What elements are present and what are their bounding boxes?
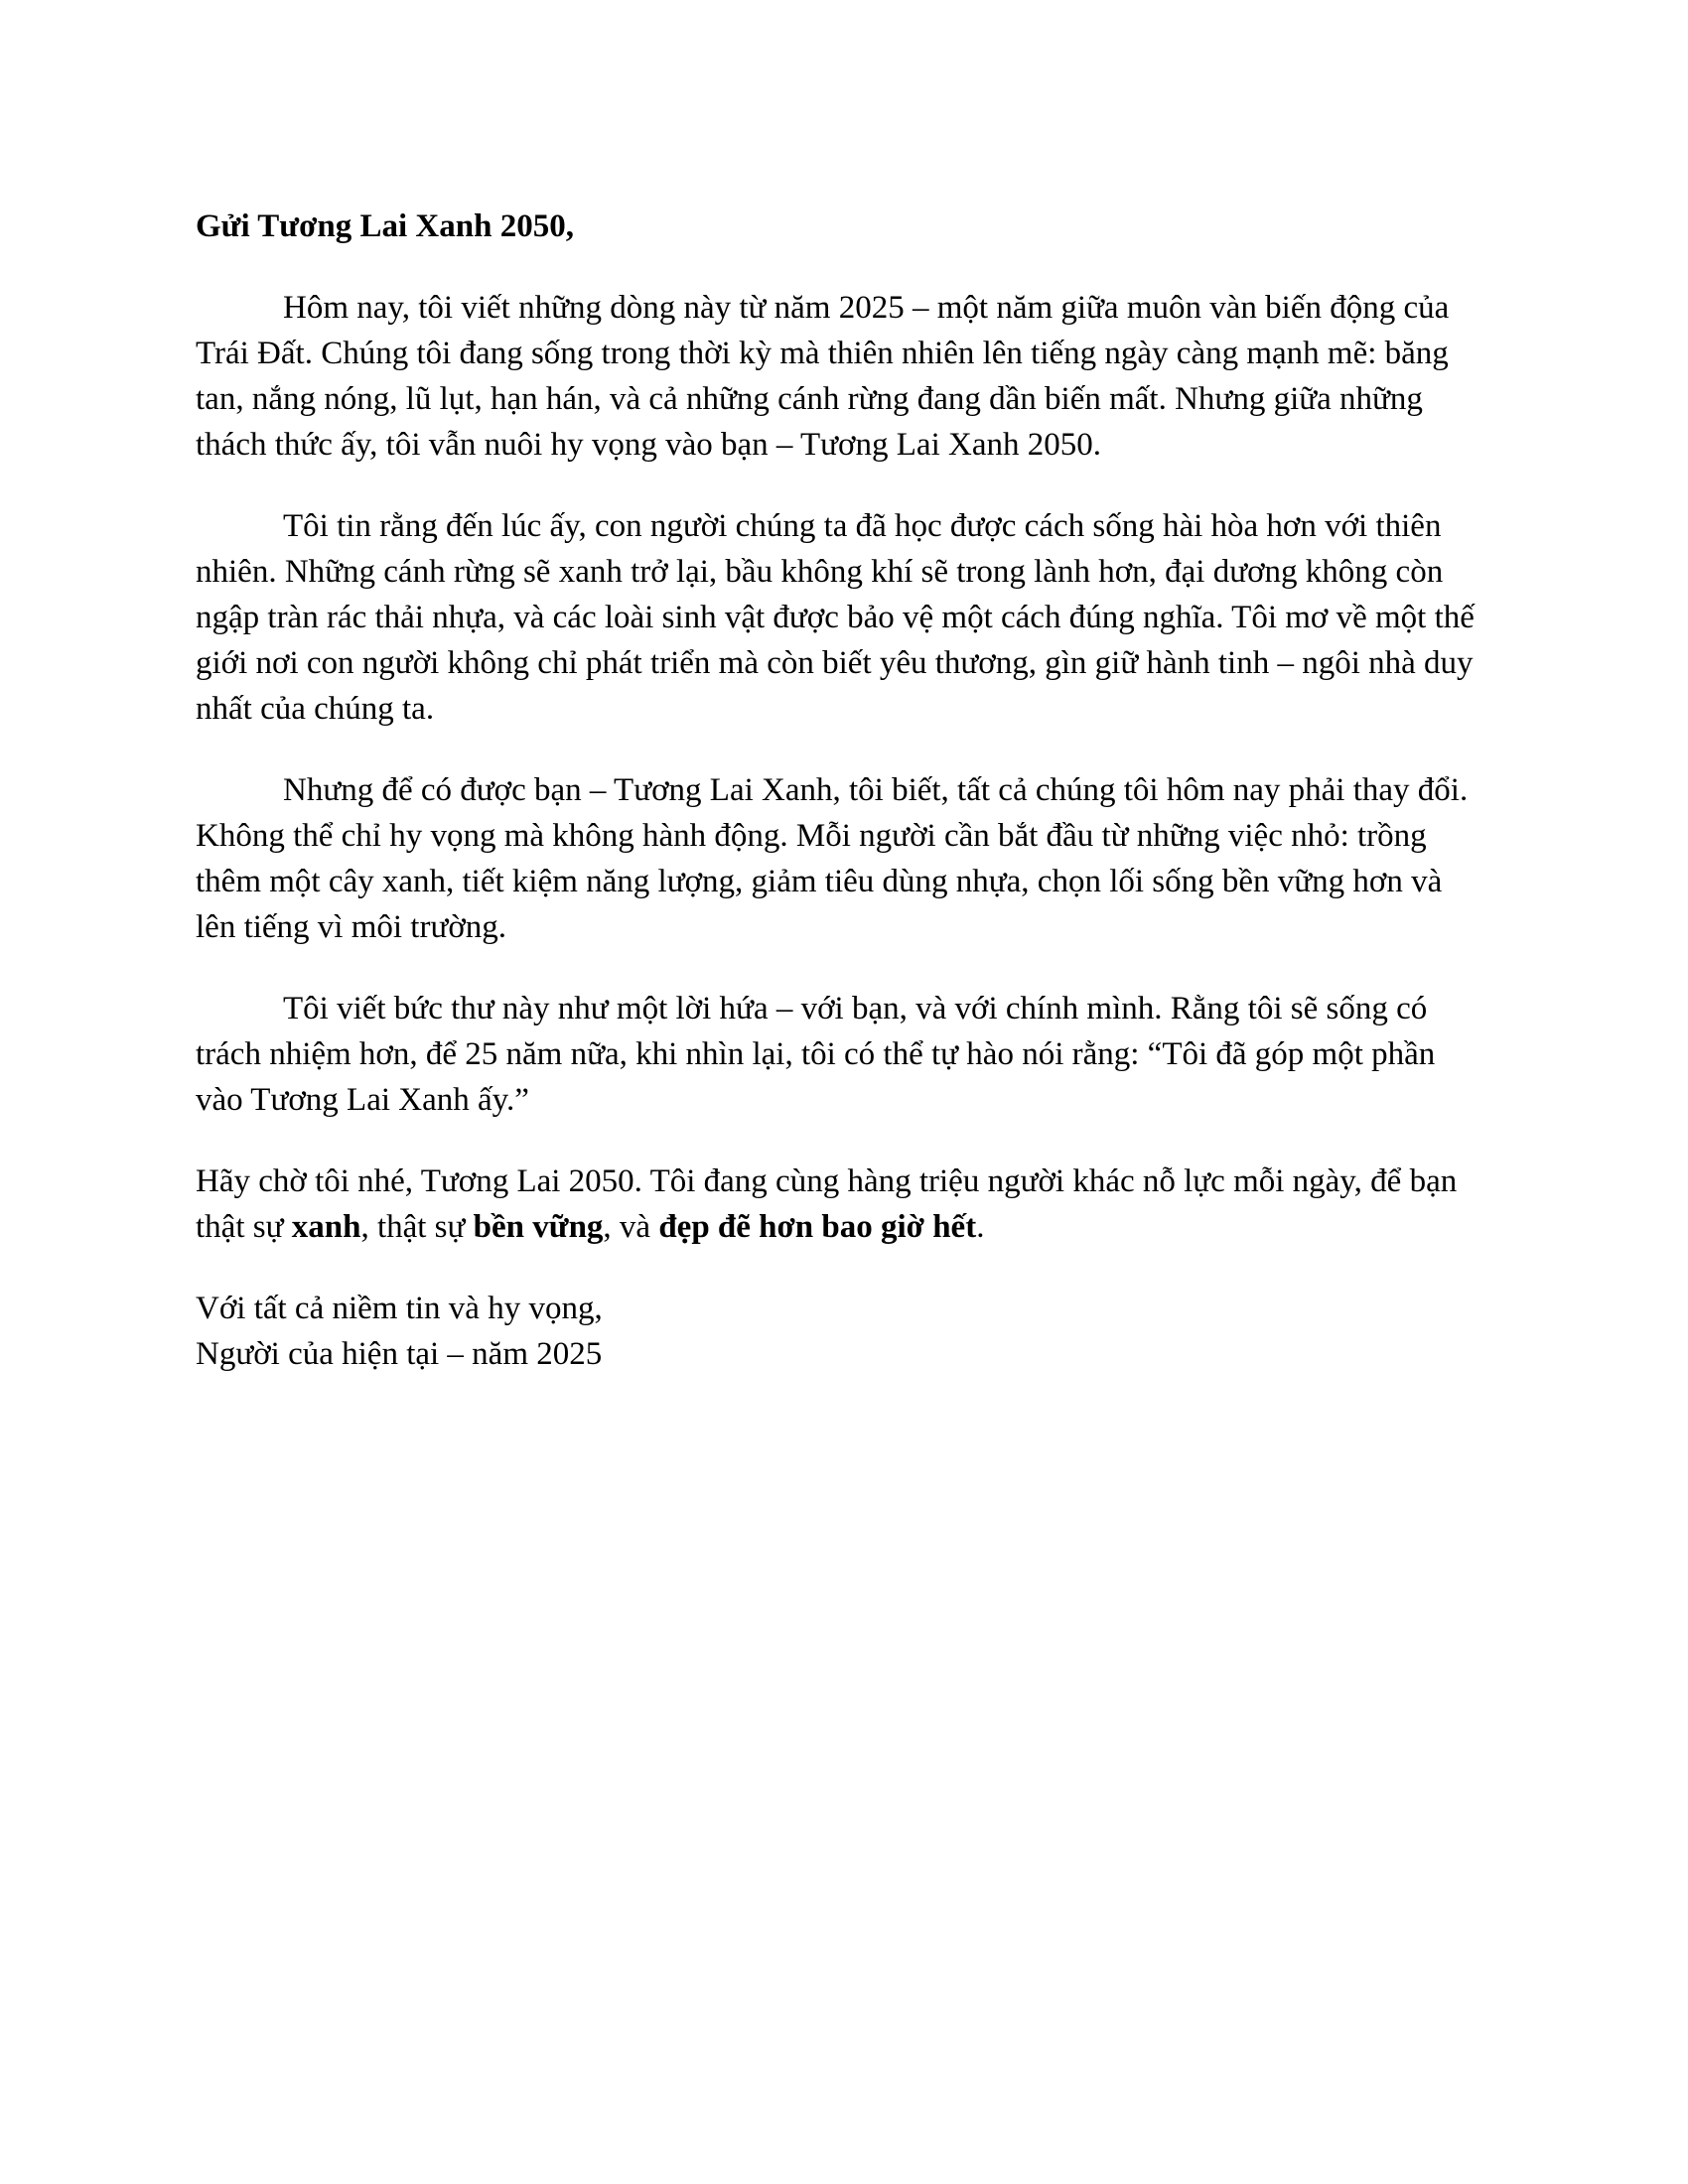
letter-closing	[196, 1286, 1486, 1377]
paragraph-5-segment: .	[976, 1209, 985, 1245]
paragraph-5-segment: , và	[603, 1209, 659, 1245]
closing-line-1: Với tất cả niềm tin và hy vọng,	[196, 1291, 603, 1326]
paragraph-5	[196, 1159, 1486, 1250]
paragraph-5-bold-dep-de: đẹp đẽ hơn bao giờ hết	[658, 1209, 977, 1245]
paragraph-5-segment: Hãy chờ tôi nhé, Tương Lai 2050. Tôi đang cùng hàng triệu người khác nỗ lực mỗi ngày, để bạn thật sự	[196, 1163, 1458, 1245]
closing-line-2: Người của hiện tại – năm 2025	[196, 1336, 603, 1372]
letter-title: Gửi Tương Lai Xanh 2050,	[196, 208, 574, 244]
paragraph-1: Hôm nay, tôi viết những dòng này từ năm 2025 – một năm giữa muôn vàn biến động của Trái Đất. Chúng tôi đang sống trong thời kỳ mà thiên nhiên lên tiếng ngày càng mạnh mẽ: băng tan, nắng nóng, lũ lụt, hạn hán, và cả những cánh rừng đang dần biến mất. Nhưng giữa những thách thức ấy, tôi vẫn nuôi hy vọng vào bạn – Tương Lai Xanh 2050.	[196, 290, 1450, 463]
paragraph-3: Nhưng để có được bạn – Tương Lai Xanh, tôi biết, tất cả chúng tôi hôm nay phải thay đổi. Không thể chỉ hy vọng mà không hành động. Mỗi người cần bắt đầu từ những việc nhỏ: trồng thêm một cây xanh, tiết kiệm năng lượng, giảm tiêu dùng nhựa, chọn lối sống bền vững hơn và lên tiếng vì môi trường.	[196, 772, 1469, 945]
paragraph-2: Tôi tin rằng đến lúc ấy, con người chúng ta đã học được cách sống hài hòa hơn với thiên nhiên. Những cánh rừng sẽ xanh trở lại, bầu không khí sẽ trong lành hơn, đại dương không còn ngập tràn rác thải nhựa, và các loài sinh vật được bảo vệ một cách đúng nghĩa. Tôi mơ về một thế giới nơi con người không chỉ phát triển mà còn biết yêu thương, gìn giữ hành tinh – ngôi nhà duy nhất của chúng ta.	[196, 508, 1475, 727]
paragraph-5-bold-xanh: xanh	[291, 1209, 361, 1245]
letter-body	[196, 204, 1486, 1377]
paragraph-5-bold-ben-vung: bền vững	[473, 1209, 604, 1245]
paragraph-4: Tôi viết bức thư này như một lời hứa – với bạn, và với chính mình. Rằng tôi sẽ sống có trách nhiệm hơn, để 25 năm nữa, khi nhìn lại, tôi có thể tự hào nói rằng: “Tôi đã góp một phần vào Tương Lai Xanh ấy.”	[196, 991, 1436, 1118]
paragraph-5-segment: , thật sự	[360, 1209, 474, 1245]
